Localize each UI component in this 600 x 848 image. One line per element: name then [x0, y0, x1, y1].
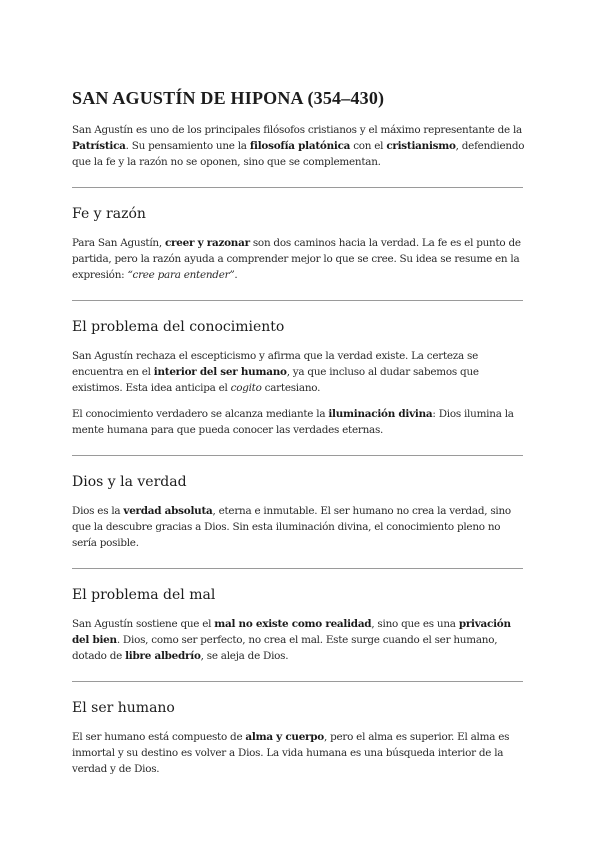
text-run: , pero el alma es superior. El alma es inmortal y su destino es volver a Dios. La vida humana es una búsqueda interior de la verdad y de Dios. — [72, 731, 510, 775]
bold-text: cristianismo — [386, 140, 456, 152]
section-heading-fe-y-razon: Fe y razón — [72, 206, 146, 222]
intro-paragraph — [72, 122, 527, 170]
italic-text: “cree para entender” — [127, 269, 235, 281]
bold-text: filosofía platónica — [249, 140, 351, 152]
section-divider — [72, 568, 523, 569]
text-run: Para San Agustín, — [72, 237, 165, 249]
text-run: , eterna e inmutable. El ser humano no crea la verdad, sino que la descubre gracias a Dios. Sin esta iluminación divina, el conocimiento pleno no sería posible. — [72, 505, 511, 549]
text-run: Dios es la — [72, 505, 124, 517]
bold-text: mal no existe como realidad — [214, 618, 372, 630]
section-paragraph — [72, 503, 527, 551]
section-heading-conocimiento: El problema del conocimiento — [72, 319, 285, 335]
text-run: . — [234, 269, 238, 281]
text-run: , ya que incluso al dudar sabemos que existimos. Esta idea anticipa el — [72, 366, 479, 394]
bold-text: alma y cuerpo — [245, 731, 324, 743]
text-run: , se aleja de Dios. — [200, 650, 289, 662]
text-run: El conocimiento verdadero se alcanza mediante la — [72, 408, 329, 420]
section-divider — [72, 681, 523, 682]
text-run: El ser humano está compuesto de — [72, 731, 246, 743]
section-divider — [72, 187, 523, 188]
bold-text: creer y razonar — [164, 237, 250, 249]
text-run: San Agustín es uno de los principales filósofos cristianos y el máximo representante de la — [72, 124, 523, 136]
section-paragraph — [72, 616, 527, 664]
section-divider — [72, 300, 523, 301]
section-paragraph — [72, 348, 527, 396]
text-run: San Agustín sostiene que el — [72, 618, 215, 630]
text-run: , defendiendo que la fe y la razón no se oponen, sino que se complementan. — [72, 140, 525, 168]
section-heading-ser-humano: El ser humano — [72, 700, 175, 716]
section-divider — [72, 455, 523, 456]
bold-text: privación del bien — [72, 618, 511, 646]
bold-text: libre albedrío — [125, 650, 201, 662]
text-run: cartesiano. — [261, 382, 321, 394]
text-run: . Dios, como ser perfecto, no crea el mal. Este surge cuando el ser humano, dotado de — [72, 634, 498, 662]
text-run: . Su pensamiento une la — [125, 140, 250, 152]
bold-text: iluminación divina — [328, 408, 433, 420]
section-paragraph — [72, 235, 527, 283]
section-heading-problema-del-mal: El problema del mal — [72, 587, 216, 603]
text-run: con el — [350, 140, 387, 152]
bold-text: verdad absoluta — [123, 505, 213, 517]
section-paragraph — [72, 729, 527, 777]
text-run: San Agustín rechaza el escepticismo y afirma que la verdad existe. La certeza se encuentra en el — [72, 350, 479, 378]
text-run: son dos caminos hacia la verdad. La fe es el punto de partida, pero la razón ayuda a comprender mejor lo que se cree. Su idea se resume en la expresión: — [72, 237, 521, 281]
page-title: SAN AGUSTÍN DE HIPONA (354–430) — [72, 88, 385, 108]
section-paragraph — [72, 406, 527, 438]
text-run: : Dios ilumina la mente humana para que pueda conocer las verdades eternas. — [72, 408, 514, 436]
document-page — [72, 88, 527, 787]
section-heading-dios-y-la-verdad: Dios y la verdad — [72, 474, 187, 490]
text-run: , sino que es una — [371, 618, 459, 630]
bold-text: interior del ser humano — [153, 366, 287, 378]
italic-text: cogito — [230, 382, 262, 394]
bold-text: Patrística — [72, 140, 126, 152]
